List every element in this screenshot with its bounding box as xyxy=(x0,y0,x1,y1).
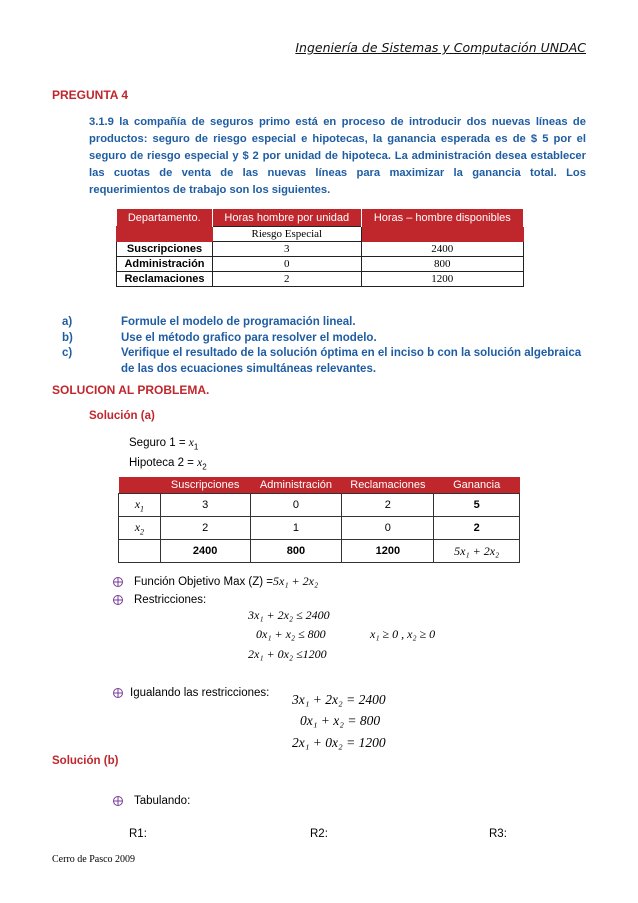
tabulating-label: Tabulando: xyxy=(134,795,191,807)
equality-2: 0x₁ + x₂ = 800 xyxy=(300,713,381,728)
table2-cell: 3 xyxy=(160,494,250,517)
table2-total: 800 xyxy=(250,540,342,563)
table1-dept: Reclamaciones xyxy=(117,272,213,287)
table2-header-reclamaciones: Reclamaciones xyxy=(342,477,434,494)
table2-variable-subscript: 2 xyxy=(140,527,145,537)
table2-variable-symbol: x xyxy=(134,496,141,511)
restriction-2: 0x₁ + x₂ ≤ 800 xyxy=(256,627,326,641)
table-row xyxy=(119,494,520,517)
restrictions-row xyxy=(112,594,206,606)
table2-cell: 2 xyxy=(342,494,434,517)
variable-1-label: Seguro 1 = xyxy=(129,437,189,449)
task-text: Use el método grafico para resolver el modelo. xyxy=(121,331,377,344)
list-item xyxy=(62,346,591,377)
circle-plus-bullet-icon xyxy=(112,576,124,588)
work-requirements-table xyxy=(116,209,524,287)
table1-subheader: Riesgo Especial xyxy=(213,227,362,242)
problem-statement: 3.1.9 la compañía de seguros primo está en proceso de introducir dos nuevas líneas de productos: seguro de riesgo especial e hipotecas, la ganancia esperada es de $ 5 por el seguro de riesgo especial y $ 2 por unidad de hipoteca. La administración desea establecer las cuotas de venta de las nuevas líneas para maximizar la ganancia total. Los requerimientos de trabajo son los siguientes. xyxy=(89,116,586,196)
table2-cell: 2 xyxy=(434,517,520,540)
table-row xyxy=(119,517,520,540)
table2-cell: 1 xyxy=(250,517,342,540)
equality-1: 3x₁ + 2x₂ = 2400 xyxy=(292,692,386,707)
variable-2-subscript: 2 xyxy=(202,462,207,472)
objective-label: Función Objetivo Max (Z) = xyxy=(134,575,274,588)
task-label: a) xyxy=(62,316,73,328)
solution-b-title: Solución (b) xyxy=(52,755,119,767)
table2-header-ganancia: Ganancia xyxy=(434,477,520,494)
page-header: Ingeniería de Sistemas y Computación UNDAC xyxy=(295,40,586,55)
r3-label: R3: xyxy=(489,828,507,840)
variable-2-symbol: x xyxy=(197,457,203,469)
table2-cell: 0 xyxy=(342,517,434,540)
restrictions-label: Restricciones: xyxy=(134,594,207,606)
equality-3: 2x₁ + 0x₂ = 1200 xyxy=(292,735,386,750)
table1-dept: Suscripciones xyxy=(117,242,213,257)
variable-1-symbol: x xyxy=(188,437,194,449)
table1-hours: 3 xyxy=(213,242,362,257)
restriction-1: 3x₁ + 2x₂ ≤ 2400 xyxy=(248,608,330,622)
task-label: c) xyxy=(62,347,73,359)
solution-title: SOLUCION AL PROBLEMA. xyxy=(52,383,210,397)
variable-1-definition xyxy=(129,437,198,451)
table1-header-dept: Departamento. xyxy=(117,209,213,227)
objective-row xyxy=(112,574,318,589)
table2-cell: 5 xyxy=(434,494,520,517)
page-footer: Cerro de Pasco 2009 xyxy=(52,854,136,865)
table2-cell: 2 xyxy=(160,517,250,540)
objective-expression: 5x₁ + 2x₂ xyxy=(273,574,319,588)
task-text: Formule el modelo de programación lineal. xyxy=(121,316,356,328)
table2-variable xyxy=(119,494,161,517)
task-label: b) xyxy=(62,331,73,344)
variable-2-definition xyxy=(129,457,207,471)
table2-variable-symbol: x xyxy=(134,519,141,534)
equalizing-row xyxy=(112,687,269,699)
circle-plus-bullet-icon xyxy=(112,687,124,699)
table2-variable-subscript: 1 xyxy=(140,504,145,514)
table1-available: 1200 xyxy=(361,272,523,287)
table-row xyxy=(119,540,520,563)
table2-header-blank xyxy=(119,477,161,494)
question-title: PREGUNTA 4 xyxy=(52,88,129,102)
table2-cell: 0 xyxy=(250,494,342,517)
table2-header-suscripciones: Suscripciones xyxy=(160,477,250,494)
solution-a-title: Solución (a) xyxy=(89,410,155,422)
table1-hours: 0 xyxy=(213,257,362,272)
model-table xyxy=(118,477,520,563)
r1-label: R1: xyxy=(129,828,147,840)
task-list xyxy=(62,315,591,377)
table2-cell xyxy=(119,540,161,563)
restriction-3: 2x₁ + 0x₂ ≤1200 xyxy=(248,647,327,661)
table2-total: 5x₁ + 2x₂ xyxy=(434,540,520,563)
table1-dept: Administración xyxy=(117,257,213,272)
table-row xyxy=(117,272,524,287)
list-item xyxy=(62,315,591,331)
table-row xyxy=(117,242,524,257)
list-item xyxy=(62,331,591,347)
tabulating-row xyxy=(112,795,190,807)
variable-2-label: Hipoteca 2 = xyxy=(129,457,198,469)
table2-total: 1200 xyxy=(342,540,434,563)
task-text: Verifique el resultado de la solución óptima en el inciso b con la solución algebraica de las dos ecuaciones simultáneas relevantes. xyxy=(121,347,582,375)
table2-total: 2400 xyxy=(160,540,250,563)
non-negativity: x₁ ≥ 0 , x₂ ≥ 0 xyxy=(370,627,436,641)
table-row xyxy=(117,257,524,272)
equalizing-label: Igualando las restricciones: xyxy=(130,687,270,699)
circle-plus-bullet-icon xyxy=(112,594,124,606)
r2-label: R2: xyxy=(310,828,328,840)
table2-header-administracion: Administración xyxy=(250,477,342,494)
table1-header-available: Horas – hombre disponibles xyxy=(361,209,523,227)
table1-header-hours: Horas hombre por unidad xyxy=(213,209,362,227)
variable-1-subscript: 1 xyxy=(193,442,199,452)
table1-available: 800 xyxy=(361,257,523,272)
table1-available: 2400 xyxy=(361,242,523,257)
table1-empty-cell xyxy=(361,227,523,242)
table1-empty-cell xyxy=(117,227,213,242)
table1-hours: 2 xyxy=(213,272,362,287)
table2-variable xyxy=(119,517,161,540)
circle-plus-bullet-icon xyxy=(112,795,124,807)
